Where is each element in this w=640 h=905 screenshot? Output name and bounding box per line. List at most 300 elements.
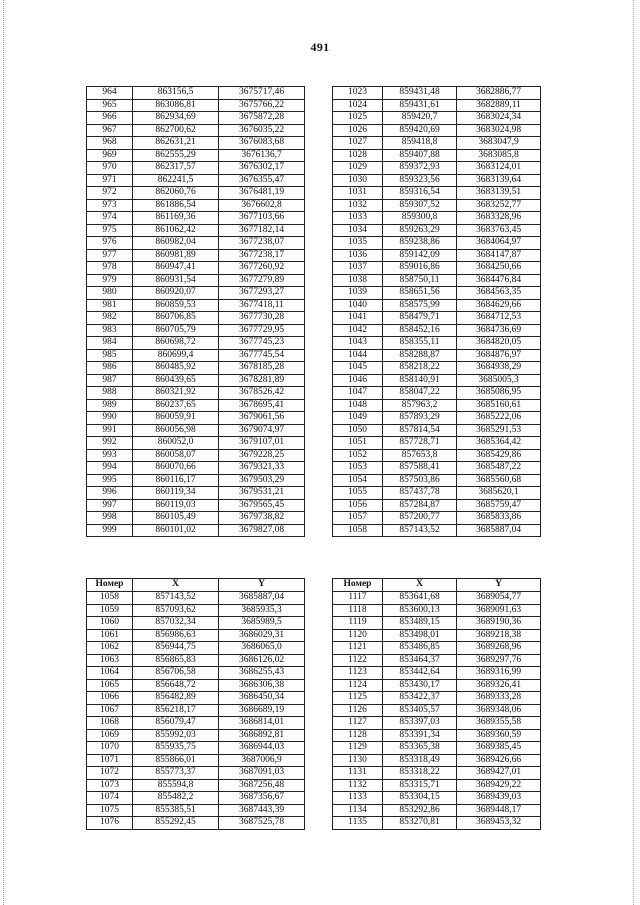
x-coordinate-cell: 859263,29	[383, 224, 457, 237]
x-coordinate-cell: 858047,22	[383, 387, 457, 400]
x-coordinate-cell: 859418,8	[383, 137, 457, 150]
y-coordinate-cell: 3689355,58	[457, 717, 541, 730]
scan-edge-right	[633, 0, 635, 905]
point-number-cell: 1127	[333, 717, 383, 730]
y-coordinate-cell: 3677293,27	[219, 287, 305, 300]
y-coordinate-cell: 3684938,29	[457, 362, 541, 375]
table-row	[87, 87, 305, 100]
table-row	[333, 717, 541, 730]
point-number-cell: 995	[87, 474, 133, 487]
table-header-row	[87, 579, 305, 592]
point-number-cell: 1047	[333, 387, 383, 400]
point-number-cell: 1071	[87, 754, 133, 767]
point-number-cell: 978	[87, 262, 133, 275]
y-coordinate-cell: 3685759,47	[457, 499, 541, 512]
point-number-cell: 994	[87, 462, 133, 475]
y-coordinate-cell: 3689429,22	[457, 779, 541, 792]
table-row	[333, 237, 541, 250]
point-number-cell: 1133	[333, 792, 383, 805]
point-number-cell: 1052	[333, 449, 383, 462]
point-number-cell: 1051	[333, 437, 383, 450]
point-number-cell: 992	[87, 437, 133, 450]
header-x: X	[133, 579, 219, 592]
table-body	[87, 87, 305, 537]
table-row	[333, 437, 541, 450]
x-coordinate-cell: 853464,37	[383, 654, 457, 667]
point-number-cell: 1049	[333, 412, 383, 425]
x-coordinate-cell: 859431,61	[383, 99, 457, 112]
table-row	[333, 99, 541, 112]
y-coordinate-cell: 3684250,66	[457, 262, 541, 275]
y-coordinate-cell: 3685989,5	[219, 617, 305, 630]
x-coordinate-cell: 860321,92	[133, 387, 219, 400]
y-coordinate-cell: 3677260,92	[219, 262, 305, 275]
table-row	[333, 374, 541, 387]
y-coordinate-cell: 3685833,86	[457, 512, 541, 525]
y-coordinate-cell: 3684476,84	[457, 274, 541, 287]
x-coordinate-cell: 855866,01	[133, 754, 219, 767]
y-coordinate-cell: 3677418,11	[219, 299, 305, 312]
y-coordinate-cell: 3689091,63	[457, 604, 541, 617]
table-row	[333, 792, 541, 805]
point-number-cell: 1069	[87, 729, 133, 742]
table-row	[87, 362, 305, 375]
table-row	[333, 704, 541, 717]
y-coordinate-cell: 3689360,59	[457, 729, 541, 742]
y-coordinate-cell: 3676035,22	[219, 124, 305, 137]
table-row	[333, 274, 541, 287]
y-coordinate-cell: 3689427,01	[457, 767, 541, 780]
x-coordinate-cell: 863156,5	[133, 87, 219, 100]
table-row	[87, 717, 305, 730]
y-coordinate-cell: 3684147,87	[457, 249, 541, 262]
point-number-cell: 1123	[333, 667, 383, 680]
table-row	[333, 754, 541, 767]
x-coordinate-cell: 853318,49	[383, 754, 457, 767]
y-coordinate-cell: 3687256,48	[219, 779, 305, 792]
table-row	[333, 729, 541, 742]
point-number-cell: 999	[87, 524, 133, 537]
y-coordinate-cell: 3686126,02	[219, 654, 305, 667]
point-number-cell: 969	[87, 149, 133, 162]
y-coordinate-cell: 3687443,39	[219, 804, 305, 817]
y-coordinate-cell: 3675766,22	[219, 99, 305, 112]
point-number-cell: 1053	[333, 462, 383, 475]
table-row	[333, 512, 541, 525]
point-number-cell: 966	[87, 112, 133, 125]
x-coordinate-cell: 858288,87	[383, 349, 457, 362]
table-row	[333, 604, 541, 617]
table-row	[87, 312, 305, 325]
y-coordinate-cell: 3687091,03	[219, 767, 305, 780]
table-row	[87, 149, 305, 162]
point-number-cell: 1065	[87, 679, 133, 692]
x-coordinate-cell: 863086,81	[133, 99, 219, 112]
x-coordinate-cell: 860058,07	[133, 449, 219, 462]
y-coordinate-cell: 3685560,68	[457, 474, 541, 487]
y-coordinate-cell: 3682889,11	[457, 99, 541, 112]
table-row	[87, 462, 305, 475]
table-row	[87, 337, 305, 350]
point-number-cell: 968	[87, 137, 133, 150]
point-number-cell: 1124	[333, 679, 383, 692]
x-coordinate-cell: 862934,69	[133, 112, 219, 125]
point-number-cell: 1040	[333, 299, 383, 312]
y-coordinate-cell: 3679738,82	[219, 512, 305, 525]
point-number-cell: 1046	[333, 374, 383, 387]
y-coordinate-cell: 3675717,46	[219, 87, 305, 100]
x-coordinate-cell: 859307,52	[383, 199, 457, 212]
x-coordinate-cell: 858651,56	[383, 287, 457, 300]
x-coordinate-cell: 859016,86	[383, 262, 457, 275]
table-row	[87, 742, 305, 755]
table-row	[333, 337, 541, 350]
table-row	[87, 704, 305, 717]
y-coordinate-cell: 3687525,78	[219, 817, 305, 830]
point-number-cell: 980	[87, 287, 133, 300]
x-coordinate-cell: 860485,92	[133, 362, 219, 375]
x-coordinate-cell: 853391,34	[383, 729, 457, 742]
x-coordinate-cell: 857284,87	[383, 499, 457, 512]
y-coordinate-cell: 3683139,64	[457, 174, 541, 187]
point-number-cell: 974	[87, 212, 133, 225]
y-coordinate-cell: 3689333,28	[457, 692, 541, 705]
y-coordinate-cell: 3677238,07	[219, 237, 305, 250]
y-coordinate-cell: 3684820,05	[457, 337, 541, 350]
y-coordinate-cell: 3676602,8	[219, 199, 305, 212]
x-coordinate-cell: 853315,71	[383, 779, 457, 792]
coordinates-table-bottom-right	[332, 578, 541, 830]
x-coordinate-cell: 860706,85	[133, 312, 219, 325]
table-row	[87, 792, 305, 805]
x-coordinate-cell: 860105,49	[133, 512, 219, 525]
y-coordinate-cell: 3676355,47	[219, 174, 305, 187]
point-number-cell: 964	[87, 87, 133, 100]
x-coordinate-cell: 857200,77	[383, 512, 457, 525]
x-coordinate-cell: 860982,04	[133, 237, 219, 250]
coordinates-table-bottom-left	[86, 578, 305, 830]
x-coordinate-cell: 856865,83	[133, 654, 219, 667]
y-coordinate-cell: 3684876,97	[457, 349, 541, 362]
y-coordinate-cell: 3683328,96	[457, 212, 541, 225]
y-coordinate-cell: 3679827,08	[219, 524, 305, 537]
table-row	[333, 462, 541, 475]
y-coordinate-cell: 3689348,06	[457, 704, 541, 717]
x-coordinate-cell: 853498,01	[383, 629, 457, 642]
table-row	[87, 324, 305, 337]
y-coordinate-cell: 3689385,45	[457, 742, 541, 755]
x-coordinate-cell: 853600,13	[383, 604, 457, 617]
y-coordinate-cell: 3677103,66	[219, 212, 305, 225]
point-number-cell: 1039	[333, 287, 383, 300]
table-row	[87, 779, 305, 792]
point-number-cell: 977	[87, 249, 133, 262]
y-coordinate-cell: 3685429,86	[457, 449, 541, 462]
point-number-cell: 1032	[333, 199, 383, 212]
point-number-cell: 1121	[333, 642, 383, 655]
point-number-cell: 1074	[87, 792, 133, 805]
table-row	[333, 499, 541, 512]
x-coordinate-cell: 860947,41	[133, 262, 219, 275]
y-coordinate-cell: 3685620,1	[457, 487, 541, 500]
point-number-cell: 1045	[333, 362, 383, 375]
y-coordinate-cell: 3685887,04	[457, 524, 541, 537]
x-coordinate-cell: 857032,34	[133, 617, 219, 630]
x-coordinate-cell: 859420,7	[383, 112, 457, 125]
point-number-cell: 1038	[333, 274, 383, 287]
x-coordinate-cell: 859372,93	[383, 162, 457, 175]
y-coordinate-cell: 3685291,53	[457, 424, 541, 437]
point-number-cell: 1044	[333, 349, 383, 362]
point-number-cell: 1068	[87, 717, 133, 730]
x-coordinate-cell: 862241,5	[133, 174, 219, 187]
point-number-cell: 1129	[333, 742, 383, 755]
x-coordinate-cell: 861169,36	[133, 212, 219, 225]
table-row	[333, 692, 541, 705]
x-coordinate-cell: 860070,66	[133, 462, 219, 475]
table-row	[87, 804, 305, 817]
y-coordinate-cell: 3677729,95	[219, 324, 305, 337]
y-coordinate-cell: 3683139,51	[457, 187, 541, 200]
x-coordinate-cell: 860981,89	[133, 249, 219, 262]
point-number-cell: 979	[87, 274, 133, 287]
point-number-cell: 1125	[333, 692, 383, 705]
x-coordinate-cell: 860059,91	[133, 412, 219, 425]
table-row	[333, 424, 541, 437]
table-row	[333, 287, 541, 300]
point-number-cell: 985	[87, 349, 133, 362]
y-coordinate-cell: 3686814,01	[219, 717, 305, 730]
x-coordinate-cell: 860699,4	[133, 349, 219, 362]
x-coordinate-cell: 853292,86	[383, 804, 457, 817]
point-number-cell: 1054	[333, 474, 383, 487]
x-coordinate-cell: 856079,47	[133, 717, 219, 730]
table-header-row	[333, 579, 541, 592]
table-row	[87, 237, 305, 250]
x-coordinate-cell: 853405,57	[383, 704, 457, 717]
y-coordinate-cell: 3677745,23	[219, 337, 305, 350]
y-coordinate-cell: 3689316,99	[457, 667, 541, 680]
x-coordinate-cell: 855482,2	[133, 792, 219, 805]
point-number-cell: 986	[87, 362, 133, 375]
y-coordinate-cell: 3679321,33	[219, 462, 305, 475]
x-coordinate-cell: 857503,86	[383, 474, 457, 487]
table-row	[333, 474, 541, 487]
x-coordinate-cell: 858218,22	[383, 362, 457, 375]
table-row	[333, 299, 541, 312]
x-coordinate-cell: 860116,17	[133, 474, 219, 487]
point-number-cell: 1135	[333, 817, 383, 830]
point-number-cell: 973	[87, 199, 133, 212]
header-x: X	[383, 579, 457, 592]
y-coordinate-cell: 3679107,01	[219, 437, 305, 450]
table-row	[87, 262, 305, 275]
x-coordinate-cell: 859300,8	[383, 212, 457, 225]
y-coordinate-cell: 3689426,66	[457, 754, 541, 767]
table-row	[333, 199, 541, 212]
y-coordinate-cell: 3679061,56	[219, 412, 305, 425]
y-coordinate-cell: 3678526,42	[219, 387, 305, 400]
point-number-cell: 1064	[87, 667, 133, 680]
x-coordinate-cell: 857963,2	[383, 399, 457, 412]
point-number-cell: 1058	[333, 524, 383, 537]
x-coordinate-cell: 859323,56	[383, 174, 457, 187]
x-coordinate-cell: 860698,72	[133, 337, 219, 350]
table-row	[87, 124, 305, 137]
table-row	[87, 387, 305, 400]
table-row	[333, 767, 541, 780]
table-row	[87, 187, 305, 200]
table-row	[87, 592, 305, 605]
x-coordinate-cell: 856986,63	[133, 629, 219, 642]
y-coordinate-cell: 3685222,06	[457, 412, 541, 425]
table-row	[87, 754, 305, 767]
point-number-cell: 1023	[333, 87, 383, 100]
x-coordinate-cell: 857728,71	[383, 437, 457, 450]
y-coordinate-cell: 3683763,45	[457, 224, 541, 237]
point-number-cell: 1060	[87, 617, 133, 630]
y-coordinate-cell: 3678281,89	[219, 374, 305, 387]
point-number-cell: 1025	[333, 112, 383, 125]
y-coordinate-cell: 3682886,77	[457, 87, 541, 100]
y-coordinate-cell: 3689448,17	[457, 804, 541, 817]
x-coordinate-cell: 860237,65	[133, 399, 219, 412]
point-number-cell: 1041	[333, 312, 383, 325]
x-coordinate-cell: 862700,62	[133, 124, 219, 137]
y-coordinate-cell: 3689326,41	[457, 679, 541, 692]
x-coordinate-cell: 857814,54	[383, 424, 457, 437]
header-y: Y	[219, 579, 305, 592]
point-number-cell: 1126	[333, 704, 383, 717]
x-coordinate-cell: 861886,54	[133, 199, 219, 212]
x-coordinate-cell: 855594,8	[133, 779, 219, 792]
point-number-cell: 1036	[333, 249, 383, 262]
table-row	[87, 224, 305, 237]
point-number-cell: 1034	[333, 224, 383, 237]
table-row	[333, 262, 541, 275]
x-coordinate-cell: 858479,71	[383, 312, 457, 325]
y-coordinate-cell: 3689190,36	[457, 617, 541, 630]
x-coordinate-cell: 857093,62	[133, 604, 219, 617]
table-row	[87, 162, 305, 175]
x-coordinate-cell: 858750,11	[383, 274, 457, 287]
point-number-cell: 1042	[333, 324, 383, 337]
y-coordinate-cell: 3686689,19	[219, 704, 305, 717]
point-number-cell: 997	[87, 499, 133, 512]
y-coordinate-cell: 3683024,98	[457, 124, 541, 137]
x-coordinate-cell: 860859,53	[133, 299, 219, 312]
table-row	[87, 399, 305, 412]
table-row	[333, 362, 541, 375]
point-number-cell: 1118	[333, 604, 383, 617]
table-row	[87, 642, 305, 655]
y-coordinate-cell: 3684563,35	[457, 287, 541, 300]
table-row	[333, 629, 541, 642]
x-coordinate-cell: 855992,03	[133, 729, 219, 742]
table-row	[333, 324, 541, 337]
table-body	[87, 592, 305, 830]
table-row	[87, 654, 305, 667]
y-coordinate-cell: 3686065,0	[219, 642, 305, 655]
point-number-cell: 975	[87, 224, 133, 237]
point-number-cell: 1062	[87, 642, 133, 655]
y-coordinate-cell: 3686892,81	[219, 729, 305, 742]
table-row	[87, 424, 305, 437]
x-coordinate-cell: 860439,65	[133, 374, 219, 387]
table-row	[333, 212, 541, 225]
y-coordinate-cell: 3685487,22	[457, 462, 541, 475]
x-coordinate-cell: 855935,75	[133, 742, 219, 755]
x-coordinate-cell: 857588,41	[383, 462, 457, 475]
table-row	[333, 312, 541, 325]
header-number: Номер	[87, 579, 133, 592]
x-coordinate-cell: 857143,52	[383, 524, 457, 537]
y-coordinate-cell: 3679503,29	[219, 474, 305, 487]
x-coordinate-cell: 860920,07	[133, 287, 219, 300]
table-row	[333, 449, 541, 462]
y-coordinate-cell: 3686255,43	[219, 667, 305, 680]
point-number-cell: 1073	[87, 779, 133, 792]
table-row	[333, 224, 541, 237]
x-coordinate-cell: 856648,72	[133, 679, 219, 692]
point-number-cell: 993	[87, 449, 133, 462]
table-row	[87, 299, 305, 312]
point-number-cell: 1024	[333, 99, 383, 112]
y-coordinate-cell: 3679074,97	[219, 424, 305, 437]
x-coordinate-cell: 862555,29	[133, 149, 219, 162]
table-row	[87, 374, 305, 387]
page-number: 491	[310, 40, 330, 54]
y-coordinate-cell: 3677279,89	[219, 274, 305, 287]
point-number-cell: 1076	[87, 817, 133, 830]
x-coordinate-cell: 858355,11	[383, 337, 457, 350]
y-coordinate-cell: 3689439,03	[457, 792, 541, 805]
x-coordinate-cell: 860101,02	[133, 524, 219, 537]
y-coordinate-cell: 3684064,97	[457, 237, 541, 250]
y-coordinate-cell: 3677730,28	[219, 312, 305, 325]
point-number-cell: 1028	[333, 149, 383, 162]
x-coordinate-cell: 859238,86	[383, 237, 457, 250]
point-number-cell: 1035	[333, 237, 383, 250]
x-coordinate-cell: 858140,91	[383, 374, 457, 387]
table-row	[87, 692, 305, 705]
point-number-cell: 1075	[87, 804, 133, 817]
x-coordinate-cell: 859431,48	[383, 87, 457, 100]
table-row	[333, 617, 541, 630]
point-number-cell: 965	[87, 99, 133, 112]
x-coordinate-cell: 857893,29	[383, 412, 457, 425]
x-coordinate-cell: 853422,37	[383, 692, 457, 705]
x-coordinate-cell: 858575,99	[383, 299, 457, 312]
y-coordinate-cell: 3683047,9	[457, 137, 541, 150]
x-coordinate-cell: 862317,57	[133, 162, 219, 175]
x-coordinate-cell: 860119,34	[133, 487, 219, 500]
table-row	[333, 524, 541, 537]
table-row	[87, 212, 305, 225]
table-row	[333, 399, 541, 412]
table-body	[333, 592, 541, 830]
x-coordinate-cell: 860119,03	[133, 499, 219, 512]
table-row	[87, 412, 305, 425]
y-coordinate-cell: 3683252,77	[457, 199, 541, 212]
point-number-cell: 967	[87, 124, 133, 137]
x-coordinate-cell: 859316,54	[383, 187, 457, 200]
x-coordinate-cell: 855292,45	[133, 817, 219, 830]
point-number-cell: 1059	[87, 604, 133, 617]
x-coordinate-cell: 853397,03	[383, 717, 457, 730]
table-row	[87, 249, 305, 262]
point-number-cell: 984	[87, 337, 133, 350]
